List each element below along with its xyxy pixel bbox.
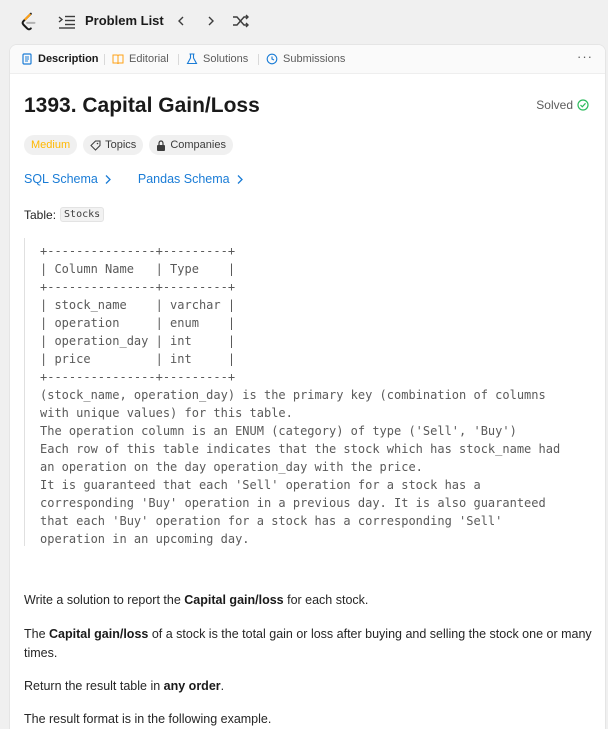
tag-icon xyxy=(90,140,101,151)
difficulty-badge: Medium xyxy=(24,135,77,155)
pandas-schema-link[interactable] xyxy=(138,172,244,186)
status-label: Solved xyxy=(536,98,573,112)
paragraph-order xyxy=(24,677,594,696)
description-icon xyxy=(21,53,33,65)
text: The xyxy=(24,627,50,641)
tab-divider xyxy=(258,54,259,65)
paragraph-task xyxy=(24,591,594,610)
tab-solutions-label: Solutions xyxy=(203,53,249,65)
schema-code-block xyxy=(24,238,599,546)
top-bar xyxy=(0,0,608,44)
schema-text: +---------------+---------+ | Column Name | Type | +---------------+---------+ | stock_name | varchar | | operation | enum | | operation_day | int | | price | int | +---------------+---------+ (stock_name, operation_day) is the primary key (combination of columns with unique values) for this table. The operation column is an ENUM (category) of type ('Sell', 'Buy') Each row of this table indicates that the stock which has stock_name had an operation on the day operation_day with the price. It is guaranteed that each 'Sell' operation for a stock has a corresponding 'Buy' operation in a previous day. It is also guaranteed that each 'Buy' operation for a stock has a corresponding 'Sell' operation in an upcoming day. xyxy=(40,244,561,546)
table-name-code: Stocks xyxy=(60,207,104,222)
more-options-icon[interactable]: ··· xyxy=(577,49,593,64)
companies-button[interactable] xyxy=(149,135,233,155)
tab-editorial-label: Editorial xyxy=(129,53,169,65)
paragraph-definition xyxy=(24,625,594,663)
chevron-right-icon xyxy=(236,174,244,185)
flask-icon xyxy=(186,53,198,65)
text: for each stock. xyxy=(283,593,369,607)
tab-description[interactable] xyxy=(21,52,99,66)
leetcode-logo-icon[interactable] xyxy=(18,11,40,33)
chevron-right-icon[interactable] xyxy=(204,13,218,29)
status-badge xyxy=(536,98,589,112)
tab-submissions[interactable] xyxy=(266,52,345,66)
list-indent-icon[interactable] xyxy=(58,15,76,29)
tab-editorial[interactable] xyxy=(112,52,169,66)
sql-schema-link[interactable] xyxy=(24,172,112,186)
text: Write a solution to report the xyxy=(24,593,185,607)
shuffle-icon[interactable] xyxy=(232,13,250,29)
topics-label: Topics xyxy=(105,139,137,151)
sql-schema-label: SQL Schema xyxy=(24,172,98,186)
pandas-schema-label: Pandas Schema xyxy=(137,172,230,186)
text: . xyxy=(220,679,225,693)
chevron-left-icon[interactable] xyxy=(174,13,188,29)
tab-solutions[interactable] xyxy=(186,52,248,66)
tab-submissions-label: Submissions xyxy=(283,53,346,65)
history-icon xyxy=(266,53,278,65)
text: Return the result table in xyxy=(24,679,164,693)
tab-bar xyxy=(10,45,605,74)
page-title: 1393. Capital Gain/Loss xyxy=(24,94,260,117)
check-circle-icon xyxy=(577,99,589,111)
bold-text: Capital gain/loss xyxy=(184,593,284,607)
tab-description-label: Description xyxy=(38,53,99,65)
paragraph-format: The result format is in the following example. xyxy=(24,712,272,726)
problem-list-button[interactable]: Problem List xyxy=(85,13,164,28)
table-prefix: Table: xyxy=(24,207,57,222)
topics-button[interactable] xyxy=(83,135,143,155)
schema-links xyxy=(24,172,244,186)
bold-text: Capital gain/loss xyxy=(49,627,149,641)
tab-divider xyxy=(104,54,105,65)
description-panel xyxy=(9,44,606,729)
bold-text: any order xyxy=(163,679,221,693)
companies-label: Companies xyxy=(170,139,226,151)
tab-divider xyxy=(178,54,179,65)
chevron-right-icon xyxy=(104,174,112,185)
tag-row xyxy=(24,135,233,155)
table-label-line xyxy=(24,207,104,222)
editorial-icon xyxy=(112,53,124,65)
lock-icon xyxy=(156,140,166,151)
text: of a stock is the total gain or loss after buying and selling the stock one or many times. xyxy=(24,627,592,660)
